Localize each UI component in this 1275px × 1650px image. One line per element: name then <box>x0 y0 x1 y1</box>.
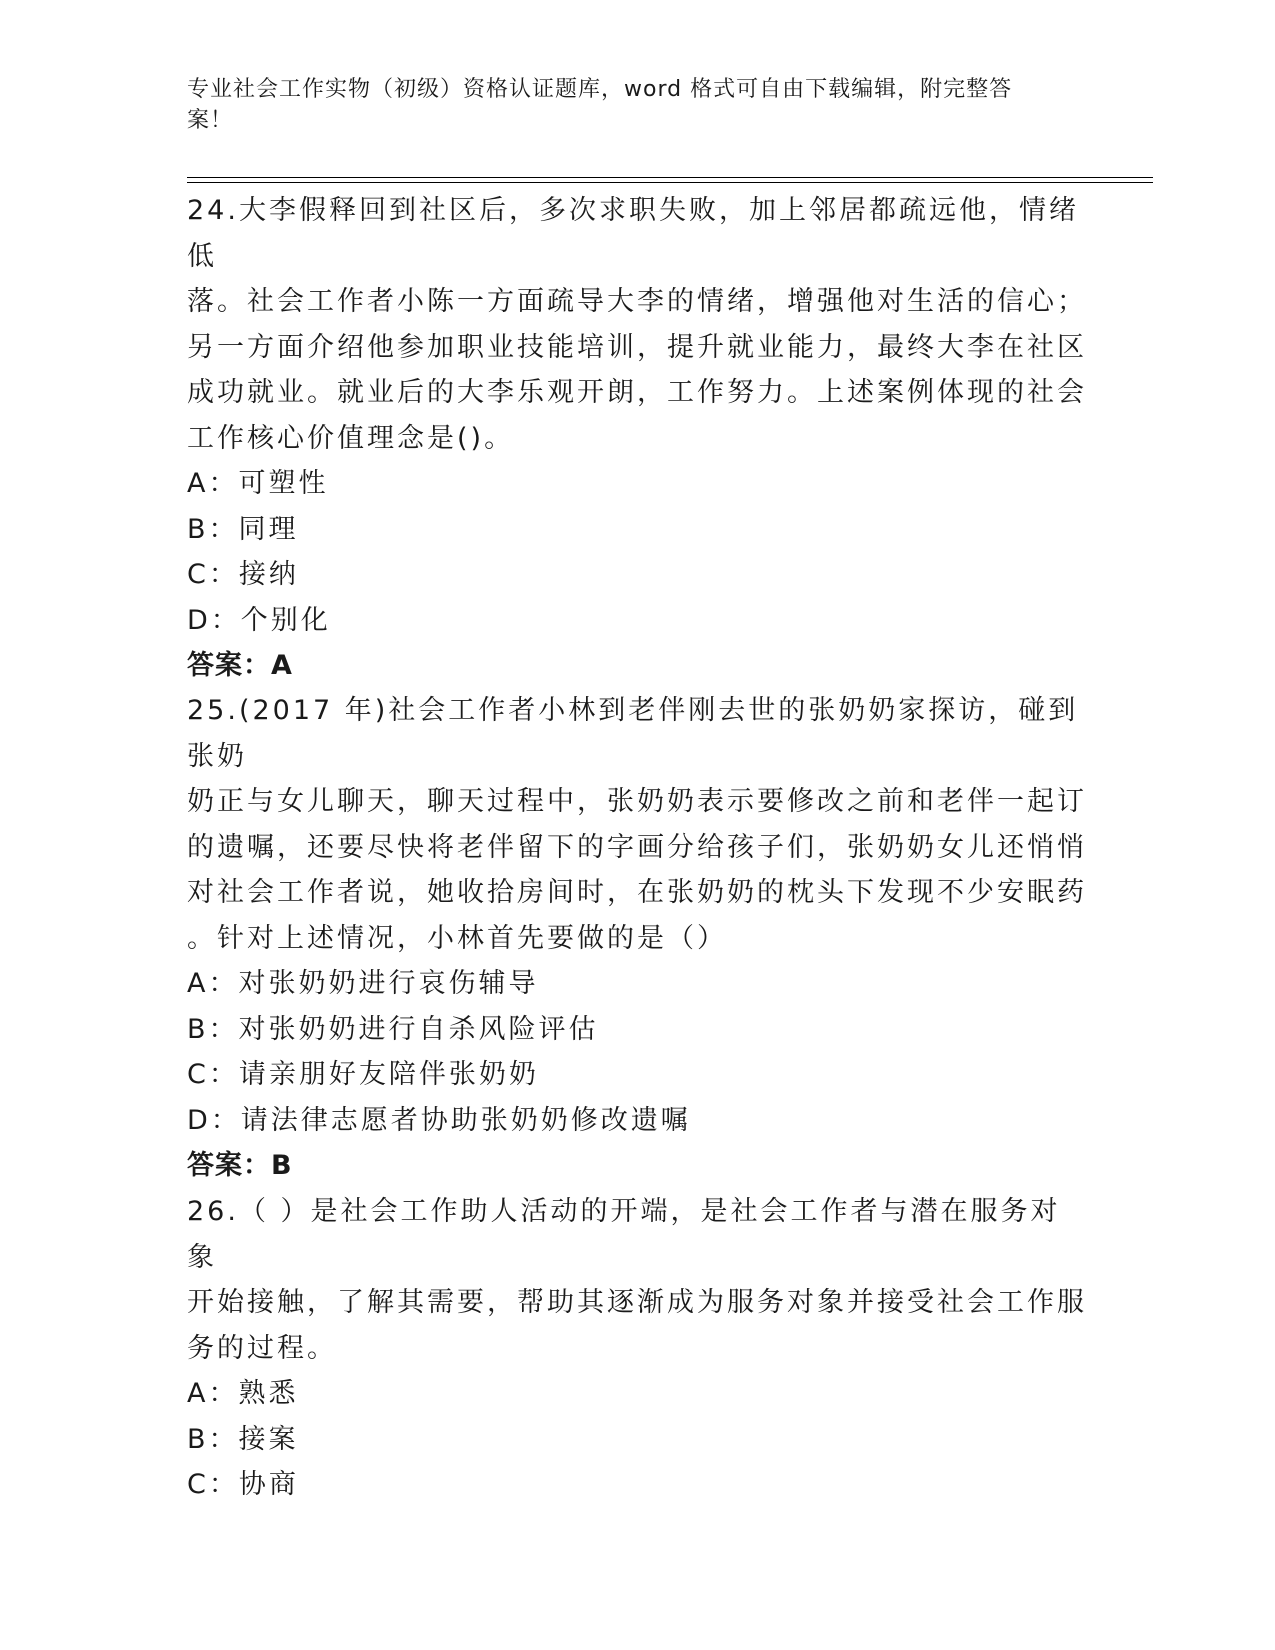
question-stem-line: 26.（ ）是社会工作助人活动的开端，是社会工作者与潜在服务对象 <box>187 1196 1061 1273</box>
answer-text: 答案：B <box>187 1150 293 1181</box>
option-c: C：协商 <box>187 1469 299 1500</box>
question-stem-line: 25.(2017 年)社会工作者小林到老伴刚去世的张奶奶家探访，碰到张奶 <box>187 695 1079 772</box>
question-stem-line: 对社会工作者说，她收拾房间时，在张奶奶的枕头下发现不少安眠药 <box>187 877 1087 908</box>
question-stem-line: 成功就业。就业后的大李乐观开朗，工作努力。上述案例体现的社会 <box>187 377 1087 408</box>
option-b: B：对张奶奶进行自杀风险评估 <box>187 1013 599 1045</box>
answer-text: 答案：A <box>187 650 293 681</box>
option-c: C：请亲朋好友陪伴张奶奶 <box>187 1059 539 1090</box>
question-stem-line: 务的过程。 <box>187 1332 337 1364</box>
document-header <box>187 74 1087 136</box>
question-stem-line: 工作核心价值理念是()。 <box>187 422 515 454</box>
header-divider-top <box>187 177 1153 178</box>
question-stem-line: 开始接触，了解其需要，帮助其逐渐成为服务对象并接受社会工作服 <box>187 1287 1087 1318</box>
option-d: D：请法律志愿者协助张奶奶修改遗嘱 <box>187 1104 691 1136</box>
question-24 <box>187 188 1087 689</box>
question-stem-line: 24.大李假释回到社区后，多次求职失败，加上邻居都疏远他，情绪低 <box>187 195 1079 272</box>
option-a: A：可塑性 <box>187 468 329 499</box>
option-b: B：接案 <box>187 1423 299 1455</box>
question-26 <box>187 1189 1087 1508</box>
option-a: A：对张奶奶进行哀伤辅导 <box>187 968 539 999</box>
option-b: B：同理 <box>187 513 299 545</box>
question-25 <box>187 688 1087 1189</box>
header-line-2: 案！ <box>187 108 234 133</box>
question-stem-line: 落。社会工作者小陈一方面疏导大李的情绪，增强他对生活的信心； <box>187 286 1087 317</box>
option-a: A：熟悉 <box>187 1378 299 1409</box>
option-d: D：个别化 <box>187 604 331 636</box>
question-stem-line: 奶正与女儿聊天，聊天过程中，张奶奶表示要修改之前和老伴一起订 <box>187 786 1087 817</box>
question-stem-line: 另一方面介绍他参加职业技能培训，提升就业能力，最终大李在社区 <box>187 331 1087 363</box>
question-stem-line: 。针对上述情况，小林首先要做的是（） <box>187 922 727 954</box>
header-divider-bottom <box>187 182 1153 183</box>
option-c: C：接纳 <box>187 559 299 590</box>
header-line-1: 专业社会工作实物（初级）资格认证题库，word 格式可自由下载编辑，附完整答 <box>187 77 1013 102</box>
question-stem-line: 的遗嘱，还要尽快将老伴留下的字画分给孩子们，张奶奶女儿还悄悄 <box>187 831 1087 863</box>
